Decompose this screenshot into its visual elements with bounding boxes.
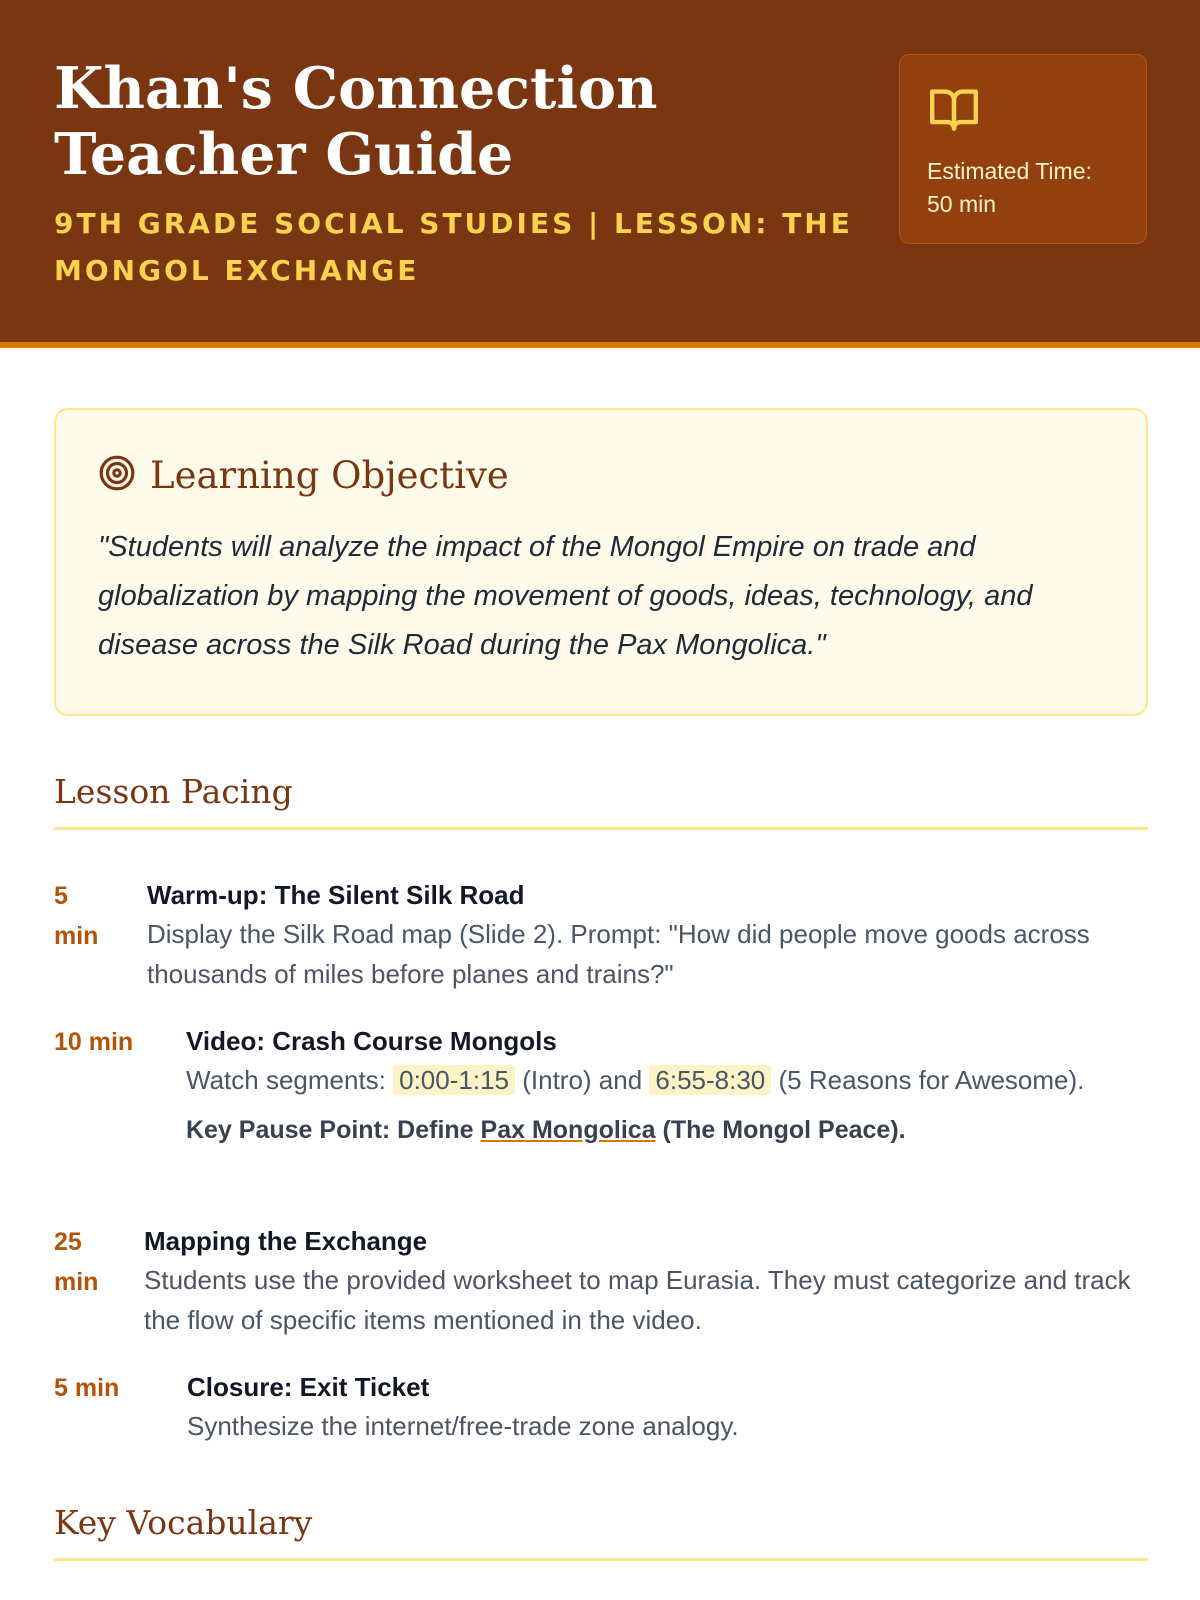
pacing-time: 10 min bbox=[54, 1028, 134, 1056]
pacing-description: Synthesize the internet/free-trade zone analogy. bbox=[187, 1411, 739, 1441]
learning-objective-box bbox=[54, 408, 1148, 716]
pacing-title: Mapping the Exchange bbox=[144, 1226, 428, 1256]
page-header bbox=[0, 0, 1200, 348]
page-title: Khan's Connection Teacher Guide bbox=[54, 55, 658, 188]
objective-text: "Students will analyze the impact of the Mongol Empire on trade and globalization by mapping the movement of goods, ideas, technology, and disease across the Silk Road during the Pax Mongolica." bbox=[98, 531, 1033, 661]
pacing-description: Display the Silk Road map (Slide 2). Prompt: "How did people move goods across thousands of miles before planes and trains?" bbox=[147, 919, 1090, 989]
pacing-title: Warm-up: The Silent Silk Road bbox=[147, 880, 525, 910]
book-open-icon bbox=[927, 85, 1119, 133]
estimated-time-card bbox=[899, 54, 1147, 244]
objective-title: Learning Objective bbox=[150, 454, 509, 497]
pacing-title: Closure: Exit Ticket bbox=[187, 1372, 430, 1402]
vocab-term-link[interactable]: Pax Mongolica bbox=[480, 1116, 656, 1144]
page-subtitle: 9TH GRADE SOCIAL STUDIES | LESSON: THE MONGOL EXCHANGE bbox=[54, 207, 853, 287]
pacing-time: 25 min bbox=[54, 1228, 99, 1296]
pacing-description: Students use the provided worksheet to map Eurasia. They must categorize and track the flow of specific items mentioned in the video. bbox=[144, 1265, 1131, 1335]
lesson-pacing-heading: Lesson Pacing bbox=[54, 772, 1148, 830]
timestamp-badge: 6:55-8:30 bbox=[649, 1065, 771, 1095]
pacing-time: 5 min bbox=[54, 1374, 120, 1402]
pacing-description: Watch segments: 0:00-1:15 (Intro) and 6:55-8:30 (5 Reasons for Awesome). bbox=[186, 1065, 1085, 1095]
estimated-time-label: Estimated Time: 50 min bbox=[927, 158, 1092, 217]
target-icon bbox=[98, 454, 150, 497]
pacing-time: 5 min bbox=[54, 882, 99, 950]
pacing-title: Video: Crash Course Mongols bbox=[186, 1026, 557, 1056]
pacing-item bbox=[54, 1022, 1148, 1192]
pacing-item bbox=[54, 876, 1148, 989]
key-pause-point: Key Pause Point: Define Pax Mongolica (The Mongol Peace). bbox=[186, 1116, 906, 1144]
key-vocabulary-heading: Key Vocabulary bbox=[54, 1503, 1148, 1561]
timestamp-badge: 0:00-1:15 bbox=[393, 1065, 515, 1095]
pacing-item bbox=[54, 1222, 1148, 1335]
pacing-item bbox=[54, 1368, 1148, 1448]
